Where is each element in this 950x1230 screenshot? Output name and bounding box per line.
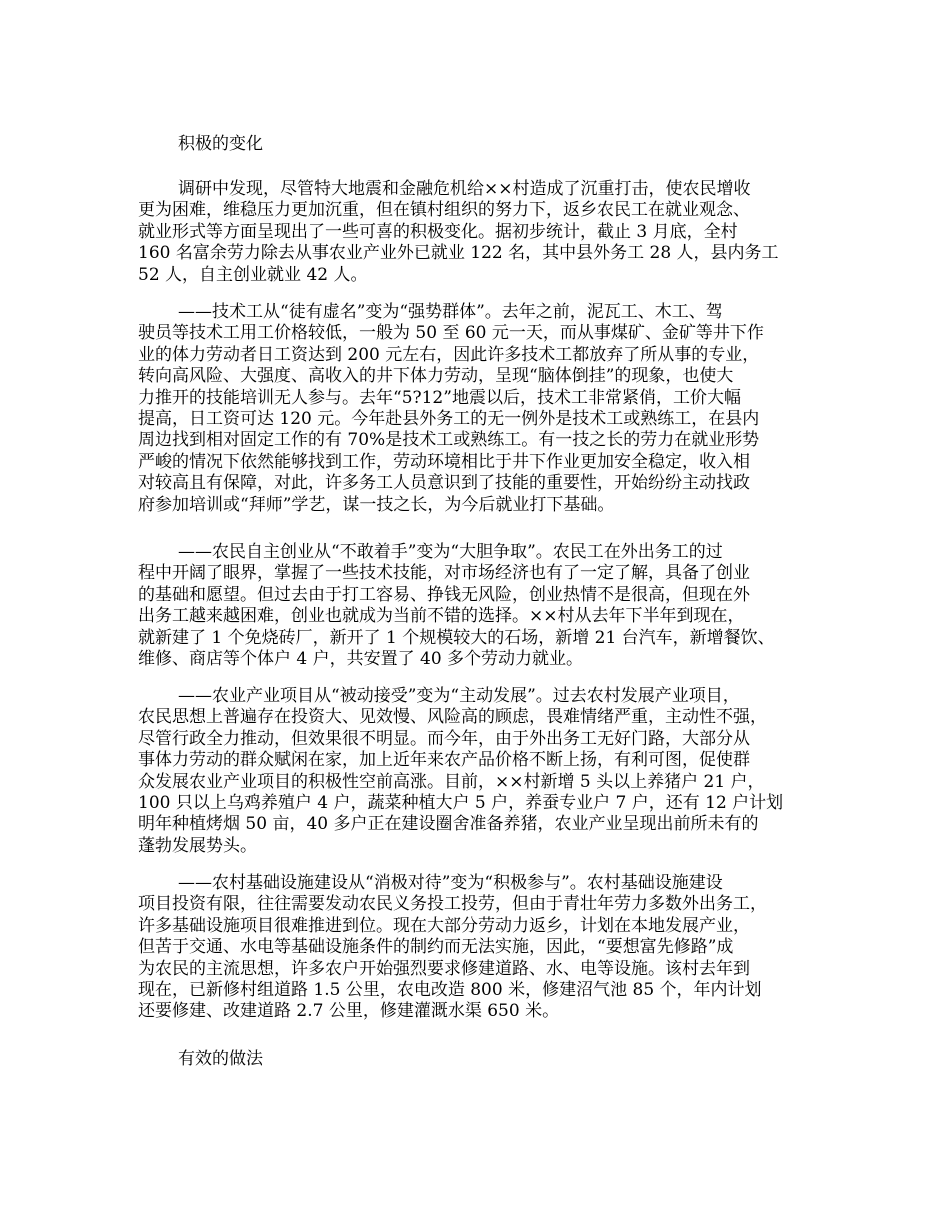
text-line: ——农业产业项目从“被动接受”变为“主动发展”。过去农村发展产业项目， bbox=[178, 686, 740, 706]
text-line: 维修、商店等个体户 4 户，共安置了 40 多个劳动力就业。 bbox=[138, 648, 584, 669]
text-line: 项目投资有限，往往需要发动农民义务投工投劳，但由于青壮年劳力多数外出务工， bbox=[138, 894, 767, 915]
text-line: 许多基础设施项目很难推进到位。现在大部分劳动力返乡，计划在本地发展产业， bbox=[138, 915, 750, 936]
text-line: 蓬勃发展势头。 bbox=[138, 835, 257, 856]
text-line: ——技术工从“徒有虚名”变为“强势群体”。去年之前，泥瓦工、木工、驾 bbox=[178, 302, 723, 322]
text-line: 程中开阔了眼界，掌握了一些技术技能，对市场经济也有了一定了解，具备了创业 bbox=[138, 563, 750, 584]
text-line: 众发展农业产业项目的积极性空前高涨。目前，××村新增 5 头以上养猪户 21 户， bbox=[138, 771, 765, 792]
text-line: 出务工越来越困难，创业也就成为当前不错的选择。××村从去年下半年到现在， bbox=[138, 606, 745, 627]
section-heading-positive-changes: 积极的变化 bbox=[178, 134, 263, 154]
text-line: 驶员等技术工用工价格较低，一般为 50 至 60 元一天，而从事煤矿、金矿等井下作 bbox=[138, 323, 764, 344]
text-line: ——农民自主创业从“不敢着手”变为“大胆争取”。农民工在外出务工的过 bbox=[178, 542, 723, 562]
paragraph-infrastructure bbox=[138, 873, 820, 1023]
text-line: 业的体力劳动者日工资达到 200 元左右，因此许多技术工都放弃了所从事的专业， bbox=[138, 344, 760, 365]
text-line: 农民思想上普遍存在投资大、见效慢、风险高的顾虑，畏难情绪严重，主动性不强， bbox=[138, 707, 767, 728]
text-line: 严峻的情况下依然能够找到工作，劳动环境相比于井下作业更加安全稳定，收入相 bbox=[138, 451, 750, 472]
text-line: 为农民的主流思想，许多农户开始强烈要求修建道路、水、电等设施。该村去年到 bbox=[138, 958, 750, 979]
text-line: 还要修建、改建道路 2.7 公里，修建灌溉水渠 650 米。 bbox=[138, 1001, 560, 1022]
text-line: 调研中发现，尽管特大地震和金融危机给××村造成了沉重打击，使农民增收 bbox=[178, 179, 751, 199]
text-line: 的基础和愿望。但过去由于打工容易、挣钱无风险，创业热情不是很高，但现在外 bbox=[138, 584, 750, 605]
paragraph-agriculture-projects bbox=[138, 686, 820, 857]
text-line: 提高，日工资可达 120 元。今年赴县外务工的无一例外是技术工或熟练工，在县内 bbox=[138, 408, 760, 429]
text-line: 事体力劳动的群众赋闲在家，加上近年来农产品价格不断上扬，有利可图，促使群 bbox=[138, 750, 750, 771]
text-line: 对较高且有保障，对此，许多务工人员意识到了技能的重要性，开始纷纷主动找政 bbox=[138, 473, 750, 494]
text-line: 周边找到相对固定工作的有 70%是技术工或熟练工。有一技之长的劳力在就业形势 bbox=[138, 430, 760, 451]
text-line: 但苦于交通、水电等基础设施条件的制约而无法实施，因此，“要想富先修路”成 bbox=[138, 937, 734, 958]
text-line: 更为困难，维稳压力更加沉重，但在镇村组织的努力下，返乡农民工在就业观念、 bbox=[138, 200, 750, 221]
text-line: 尽管行政全力推动，但效果很不明显。而今年，由于外出务工无好门路，大部分从 bbox=[138, 728, 750, 749]
paragraph-survey-findings bbox=[138, 179, 820, 286]
section-heading-effective-practices: 有效的做法 bbox=[178, 1049, 263, 1069]
text-line: 160 名富余劳力除去从事农业产业外已就业 122 名，其中县外务工 28 人，县内务工 bbox=[138, 243, 779, 264]
paragraph-skilled-workers bbox=[138, 302, 820, 516]
text-line: 就新建了 1 个免烧砖厂，新开了 1 个规模较大的石场，新增 21 台汽车，新增餐饮、 bbox=[138, 627, 775, 648]
paragraph-entrepreneurship bbox=[138, 542, 820, 670]
text-line: 明年种植烤烟 50 亩，40 多户正在建设圈舍准备养猪，农业产业呈现出前所未有的 bbox=[138, 814, 759, 835]
text-line: 现在，已新修村组道路 1.5 公里，农电改造 800 米，修建沼气池 85 个，年内计划 bbox=[138, 979, 762, 1000]
text-line: 100 只以上乌鸡养殖户 4 户，蔬菜种植大户 5 户，养蚕专业户 7 户，还有 12 户计划 bbox=[138, 792, 784, 813]
text-line: 府参加培训或“拜师”学艺，谋一技之长，为今后就业打下基础。 bbox=[138, 494, 615, 515]
text-line: 52 人，自主创业就业 42 人。 bbox=[138, 264, 368, 285]
text-line: 就业形式等方面呈现出了一些可喜的积极变化。据初步统计，截止 3 月底，全村 bbox=[138, 221, 738, 242]
text-line: ——农村基础设施建设从“消极对待”变为“积极参与”。农村基础设施建设 bbox=[178, 873, 723, 893]
text-line: 转向高风险、大强度、高收入的井下体力劳动，呈现“脑体倒挂”的现象，也使大 bbox=[138, 366, 734, 387]
text-line: 力推开的技能培训无人参与。去年“5?12”地震以后，技术工非常紧俏，工价大幅 bbox=[138, 387, 741, 408]
